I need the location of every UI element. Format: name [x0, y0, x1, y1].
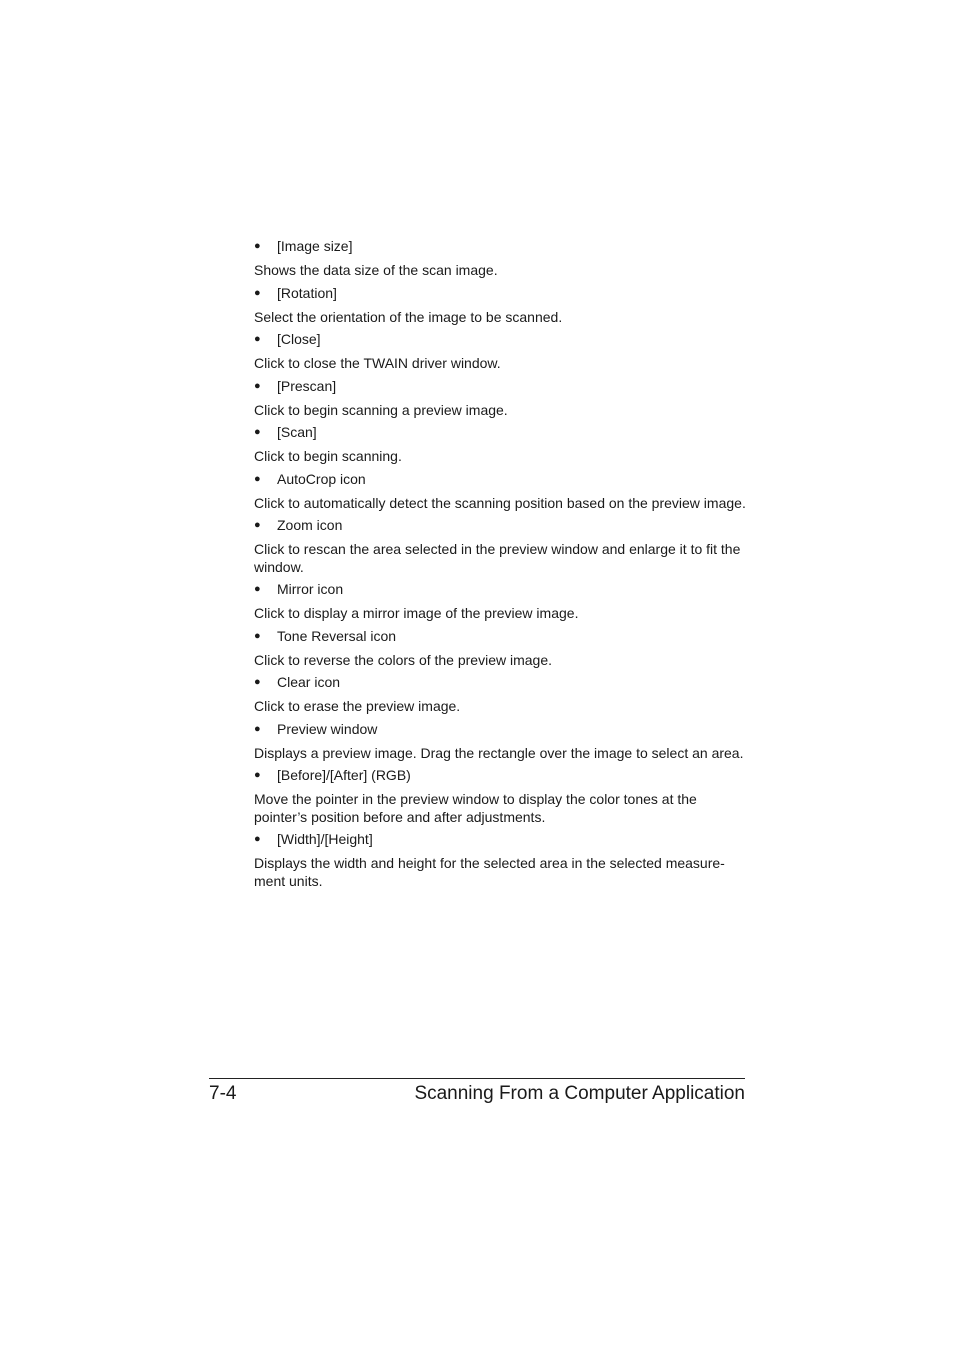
bullet-icon: ● [254, 676, 261, 688]
bullet-icon: ● [254, 426, 261, 438]
bullet-icon: ● [254, 333, 261, 345]
bullet-icon: ● [254, 722, 261, 735]
item-term: [Image size] [277, 238, 353, 254]
bullet-icon: ● [254, 833, 261, 845]
item-term: Zoom icon [277, 517, 343, 533]
item-term: Preview window [277, 720, 378, 737]
bullet-icon: ● [254, 519, 261, 531]
bullet-icon: ● [254, 379, 261, 392]
bullet-term-row [254, 378, 746, 395]
chapter-title: Scanning From a Computer Application [414, 1083, 745, 1104]
bullet-term-row [254, 831, 746, 848]
item-description: Displays the width and height for the selected area in the selected measure-ment units. [254, 855, 725, 889]
list-item [254, 581, 746, 623]
bullet-term-row [254, 285, 746, 302]
bullet-icon: ● [254, 286, 261, 299]
bullet-term-row [254, 517, 746, 534]
list-item [254, 238, 746, 280]
item-term: Clear icon [277, 674, 341, 690]
item-description: Click to begin scanning. [254, 448, 402, 464]
item-description: Displays a preview image. Drag the rectangle over the image to select an area. [254, 744, 744, 761]
list-item [254, 674, 746, 716]
item-list [254, 238, 746, 895]
item-description: Click to automatically detect the scanning position based on the preview image. [254, 494, 746, 511]
bullet-term-row [254, 331, 746, 348]
bullet-term-row [254, 721, 746, 738]
bullet-term-row [254, 424, 746, 441]
bullet-icon: ● [254, 769, 261, 781]
bullet-icon: ● [254, 240, 261, 252]
list-item [254, 424, 746, 466]
item-description: Click to display a mirror image of the preview image. [254, 605, 579, 621]
item-description: Click to erase the preview image. [254, 698, 461, 714]
bullet-term-row [254, 628, 746, 645]
list-item [254, 517, 746, 576]
item-description: Click to reverse the colors of the preview image. [254, 651, 553, 668]
item-term: AutoCrop icon [277, 470, 366, 487]
list-item [254, 628, 746, 670]
item-term: Mirror icon [277, 581, 344, 597]
item-description: Click to rescan the area selected in the preview window and enlarge it to fit the window. [254, 541, 741, 575]
item-description: Shows the data size of the scan image. [254, 262, 498, 278]
list-item [254, 331, 746, 373]
item-term: [Rotation] [277, 284, 337, 301]
item-description: Click to close the TWAIN driver window. [254, 355, 501, 371]
page-number: 7-4 [209, 1083, 237, 1104]
list-item [254, 378, 746, 420]
bullet-term-row [254, 767, 746, 784]
item-term: [Before]/[After] (RGB) [277, 767, 411, 783]
bullet-term-row [254, 581, 746, 598]
bullet-term-row [254, 674, 746, 691]
item-term: [Close] [277, 331, 321, 347]
item-term: [Width]/[Height] [277, 831, 373, 847]
item-description: Click to begin scanning a preview image. [254, 401, 508, 418]
item-term: [Prescan] [277, 377, 337, 394]
item-description: Select the orientation of the image to be scanned. [254, 308, 563, 325]
bullet-icon: ● [254, 472, 261, 485]
footer-divider [209, 1078, 745, 1079]
bullet-icon: ● [254, 629, 261, 642]
bullet-icon: ● [254, 583, 261, 595]
list-item [254, 767, 746, 826]
bullet-term-row [254, 238, 746, 255]
bullet-term-row [254, 471, 746, 488]
item-term: Tone Reversal icon [277, 627, 397, 644]
list-item [254, 831, 746, 890]
list-item [254, 721, 746, 763]
item-term: [Scan] [277, 424, 317, 440]
list-item [254, 285, 746, 327]
item-description: Move the pointer in the preview window to display the color tones at the pointer’s position before and after adjustments. [254, 791, 697, 825]
list-item [254, 471, 746, 513]
